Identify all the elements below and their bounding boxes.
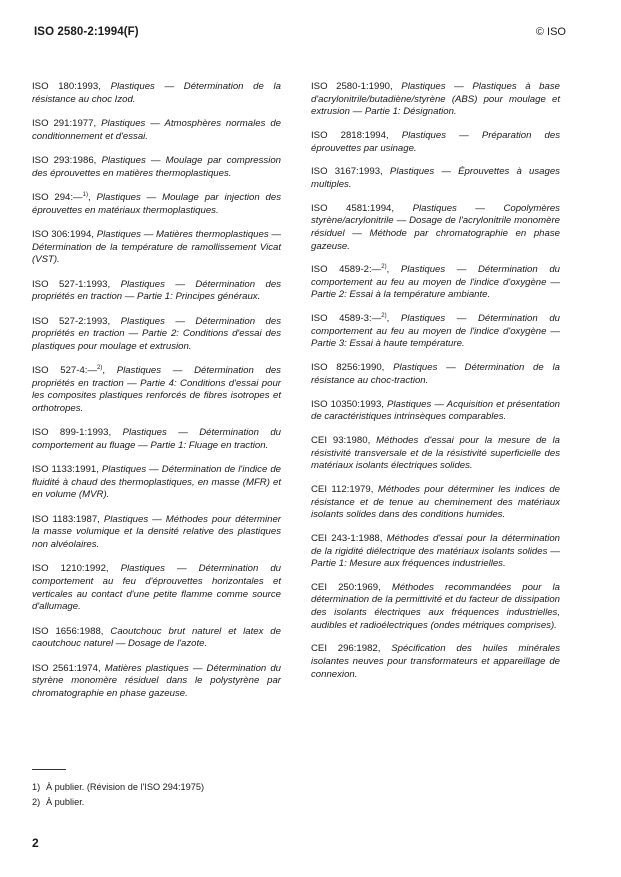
reference-code: ISO 527-1:1993, — [32, 278, 111, 290]
footnote-text: À publier. (Révision de l'ISO 294:1975) — [46, 782, 205, 792]
reference-code: ISO 1210:1992, — [32, 563, 109, 575]
reference-title: Plastiques — Détermination du comportement au fluage — Partie 1: Fluage en traction. — [32, 427, 281, 451]
reference-code: ISO 10350:1993, — [311, 398, 384, 410]
normative-reference: ISO 4589-2:—$^{2)}$, Plastiques — Détermination du comportement au feu au moyen de l'indice d'oxygène — Partie 2: Essai à la température ambiante. — [311, 264, 560, 301]
normative-reference — [32, 464, 281, 502]
reference-title: Spécification des huiles minérales isolantes neuves pour transformateurs et appareillage de connexion. — [311, 643, 560, 680]
normative-reference — [311, 533, 560, 571]
normative-reference — [311, 362, 560, 387]
references-right-column — [311, 81, 560, 692]
footnote-marker: 2) — [381, 313, 387, 320]
reference-title: Plastiques — Méthodes pour déterminer la masse volumique et la densité relative des plastiques non alvéolaires. — [32, 513, 282, 550]
reference-code: CEI 112:1979, — [311, 483, 374, 495]
reference-title: Plastiques — Préparation des éprouvettes par usinage. — [311, 129, 560, 154]
normative-reference — [32, 563, 281, 613]
normative-reference — [311, 130, 560, 155]
reference-title: Plastiques — Détermination de l'indice de fluidité à chaud des thermoplastiques, en masse (MFR) et en volume (MVR). — [32, 464, 281, 501]
reference-title: Plastiques — Détermination de la résistance au choc-traction. — [311, 362, 560, 386]
normative-reference — [32, 81, 281, 106]
reference-code: ISO 180:1993, — [32, 81, 101, 92]
reference-code: ISO 2580-1:1990, — [311, 81, 393, 92]
reference-code: CEI 296:1982, — [311, 643, 381, 655]
reference-title: Plastiques — Détermination de la résistance au choc Izod. — [32, 81, 281, 105]
normative-reference — [311, 81, 560, 119]
normative-reference — [311, 399, 560, 424]
reference-code: CEI 243-1:1988, — [311, 532, 383, 544]
reference-code: ISO 8256:1990, — [311, 362, 385, 374]
reference-code: ISO 1183:1987, — [32, 513, 100, 525]
normative-reference — [32, 229, 281, 267]
reference-code: ISO 2818:1994, — [311, 129, 389, 141]
copyright-mark: © ISO — [535, 26, 566, 38]
reference-title: Plastiques — Copolymères styrène/acrylonitrile — Dosage de l'acrylonitrile monomère résiduel — Méthode par chromatographie en phase gazeuse. — [311, 202, 560, 252]
reference-title: Plastiques — Matières thermoplastiques — Détermination de la température de ramollissement Vicat (VST). — [32, 228, 281, 266]
reference-title: Caoutchouc brut naturel et latex de caoutchouc naturel — Dosage de l'azote. — [32, 625, 281, 650]
reference-code: ISO 527-4:— — [32, 365, 98, 377]
reference-code: ISO 1656:1988, — [32, 625, 104, 637]
reference-title: Plastiques — Détermination des propriétés en traction — Partie 4: Conditions d'essai pour les composites plastiques renforcés de fibres isotropes et orthotropes. — [32, 365, 281, 414]
normative-reference — [32, 155, 281, 180]
reference-title: Méthodes recommandées pour la détermination de la permittivité et du facteur de dissipation des isolants électriques aux fréquences industrielles, audibles et radioélectriques (ondes métriques comprises). — [311, 581, 560, 631]
normative-reference — [32, 514, 281, 552]
reference-code: ISO 2561:1974, — [32, 662, 101, 674]
normative-reference — [311, 166, 560, 191]
reference-title: Matières plastiques — Détermination du styrène monomère résiduel dans le polystyrène par chromatographie en phase gazeuse. — [32, 662, 281, 699]
footnote-separator — [32, 769, 66, 770]
footnotes — [32, 780, 204, 810]
reference-title: Plastiques — Éprouvettes à usages multiples. — [311, 166, 560, 190]
reference-code: CEI 93:1980, — [311, 434, 371, 446]
normative-reference — [311, 435, 560, 473]
footnote-number: 2) — [32, 797, 41, 807]
reference-title: Méthodes d'essai pour la mesure de la résistivité transversale et de la résistivité superficielle des matériaux isolants électriques solides. — [311, 434, 560, 472]
standard-designation: ISO 2580-2:1994(F) — [34, 26, 139, 38]
footnote-marker: 2) — [97, 364, 103, 371]
normative-reference: ISO 527-4:—$^{2)}$, Plastiques — Détermination des propriétés en traction — Partie 4: Conditions d'essai pour les composites plastiques renforcés de fibres isotropes et orthotropes. — [32, 364, 281, 414]
references-left-column — [32, 81, 281, 712]
normative-reference — [32, 626, 281, 651]
normative-reference — [311, 203, 560, 253]
normative-reference — [32, 118, 281, 143]
reference-code: ISO 527-2:1993, — [32, 315, 111, 327]
normative-reference — [311, 484, 560, 522]
reference-code: ISO 1133:1991, — [32, 464, 99, 476]
normative-reference — [32, 279, 281, 304]
reference-code: ISO 4589-3:— — [311, 313, 382, 325]
reference-title: Plastiques — Plastiques à base d'acrylonitrile/butadiène/styrène (ABS) pour moulage et extrusion — Partie 1: Désignation. — [311, 81, 560, 118]
reference-code: ISO 4581:1994, — [311, 202, 395, 214]
normative-reference: ISO 4589-3:—$^{2)}$, Plastiques — Détermination du comportement au feu au moyen de l'indice d'oxygène — Partie 3: Essai à haute température. — [311, 313, 560, 350]
footnote-text: À publier. — [46, 797, 85, 807]
footnote — [32, 780, 204, 795]
page-number: 2 — [32, 836, 39, 850]
footnote — [32, 795, 204, 810]
footnote-number: 1) — [32, 782, 41, 792]
normative-reference — [32, 316, 281, 354]
normative-reference — [311, 582, 560, 632]
reference-title: Plastiques — Acquisition et présentation de caractéristiques intrinsèques comparables. — [311, 398, 560, 423]
reference-code: ISO 899-1:1993, — [32, 427, 112, 439]
footnote-marker: 2) — [381, 264, 387, 271]
reference-title: Plastiques — Détermination du comportement au feu d'éprouvettes horizontales et verticales au contact d'une petite flamme comme source d'allumage. — [32, 563, 282, 613]
footnote-marker: 1) — [82, 191, 88, 198]
reference-title: Plastiques — Détermination du comportement au feu au moyen de l'indice d'oxygène — Partie 2: Essai à la température ambiante. — [311, 264, 560, 301]
reference-title: Plastiques — Détermination du comportement au feu au moyen de l'indice d'oxygène — Partie 3: Essai à haute température. — [311, 313, 560, 350]
reference-code: ISO 291:1977, — [32, 117, 97, 129]
reference-code: ISO 3167:1993, — [311, 166, 383, 178]
reference-title: Plastiques — Moulage par compression des éprouvettes en matières thermoplastiques. — [32, 154, 282, 179]
reference-code: CEI 250:1969, — [311, 581, 381, 593]
reference-code: ISO 4589-2:— — [311, 264, 382, 276]
normative-reference — [32, 427, 281, 452]
reference-title: Plastiques — Détermination des propriétés en traction — Partie 2: Conditions d'essai des plastiques pour moulage et extrusion. — [32, 315, 282, 352]
normative-reference — [311, 643, 560, 681]
reference-code: ISO 293:1986, — [32, 154, 97, 166]
reference-title: Plastiques — Détermination des propriétés en traction — Partie 1: Principes généraux. — [32, 278, 282, 303]
reference-title: Méthodes pour déterminer les indices de résistance et de tenue au cheminement des matériaux isolants solides dans des conditions humides. — [311, 483, 560, 521]
normative-reference — [32, 663, 281, 701]
reference-title: Méthodes d'essai pour la détermination de la rigidité diélectrique des matériaux isolants solides — Partie 1: Mesure aux fréquences industrielles. — [311, 532, 560, 570]
reference-code: ISO 306:1994, — [32, 228, 94, 240]
normative-reference: ISO 294:—$^{1)}$, Plastiques — Moulage par injection des éprouvettes en matériaux thermoplastiques. — [32, 191, 281, 216]
reference-code: ISO 294:— — [32, 191, 83, 203]
reference-title: Plastiques — Moulage par injection des éprouvettes en matériaux thermoplastiques. — [32, 191, 281, 216]
reference-title: Plastiques — Atmosphères normales de conditionnement et d'essai. — [32, 117, 281, 142]
